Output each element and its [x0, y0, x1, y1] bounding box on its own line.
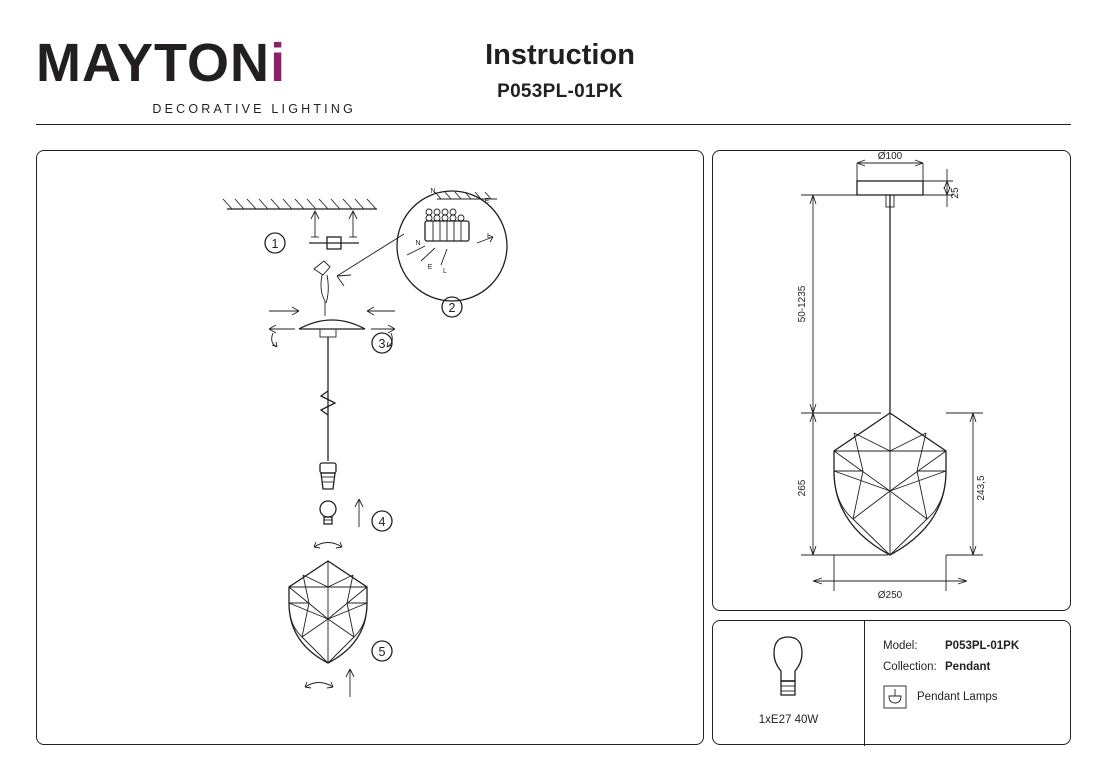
step-2-marker	[442, 297, 462, 317]
shade-rotate-arrows-top	[314, 542, 342, 548]
bulb-icon	[320, 499, 363, 527]
step-3-marker	[372, 333, 392, 353]
assembly-steps-panel	[36, 150, 704, 745]
pendant-lamp-icon	[883, 685, 907, 709]
fixture-wiring	[314, 261, 330, 316]
step-5-marker	[372, 641, 392, 661]
shade-technical-drawing	[834, 413, 946, 555]
ceiling-symbol	[223, 199, 377, 209]
dim-cord-range	[797, 195, 883, 413]
canopy-assembly	[269, 307, 395, 461]
dim-canopy-height-label: 25	[950, 187, 961, 199]
dim-shade-height-label: 265	[797, 479, 808, 497]
brand-tagline: DECORATIVE LIGHTING	[152, 102, 356, 116]
technical-drawing-panel	[712, 150, 1071, 611]
info-divider	[864, 621, 865, 746]
info-key-collection: Collection:	[883, 661, 937, 673]
dim-shade-diameter	[813, 555, 967, 601]
step-1-marker	[265, 233, 285, 253]
mounting-bracket	[309, 211, 359, 249]
lamp-holder	[320, 463, 336, 489]
brand-wordmark	[36, 33, 356, 93]
step-5-number: 5	[378, 645, 386, 659]
model-code: P053PL-01PK	[497, 80, 623, 102]
dim-total-drop-label: 243,5	[976, 475, 987, 501]
dim-canopy-height	[923, 169, 961, 207]
terminal-label-L-bottom: L	[443, 268, 447, 275]
shade-diagram	[289, 561, 367, 663]
step-4-number: 4	[378, 515, 386, 529]
terminal-label-E-top: E	[484, 198, 490, 205]
product-info-panel	[712, 620, 1071, 745]
dim-canopy-diameter	[857, 151, 923, 181]
brand-wordmark-main: MAYTON	[36, 33, 271, 93]
step-1-number: 1	[271, 237, 279, 251]
dim-total-drop	[946, 413, 987, 555]
assembly-diagram	[37, 151, 703, 744]
detail-leader-line	[337, 234, 404, 286]
dim-cord-range-label: 50-1235	[797, 285, 808, 323]
info-value-collection: Pendant	[945, 661, 991, 673]
terminal-block-detail	[397, 188, 507, 301]
info-row-collection	[883, 661, 1063, 673]
terminal-label-E-bottom: E	[427, 264, 433, 271]
dim-shade-height	[797, 413, 888, 555]
technical-drawing	[713, 151, 1070, 610]
category-label: Pendant Lamps	[917, 691, 998, 703]
terminal-label-N-top: N	[430, 188, 436, 195]
category-block	[883, 685, 1063, 709]
bulb-large-icon	[713, 621, 864, 714]
document-title-block	[380, 40, 740, 103]
dim-canopy-diameter-label: Ø100	[877, 151, 903, 162]
page-title: Instruction	[485, 39, 635, 71]
bulb-spec-label: 1xE27 40W	[758, 714, 819, 726]
terminal-label-L-top: L	[487, 233, 491, 240]
bulb-spec-block	[713, 621, 864, 746]
step-3-number: 3	[378, 337, 386, 351]
brand-wordmark-accent: i	[270, 33, 287, 93]
info-rows	[883, 640, 1063, 709]
info-row-model	[883, 640, 1063, 652]
dim-shade-diameter-label: Ø250	[877, 590, 903, 601]
step-4-marker	[372, 511, 392, 531]
canopy-drawing	[857, 181, 923, 207]
info-value-model: P053PL-01PK	[945, 640, 1020, 652]
shade-rotate-arrows-bottom	[305, 669, 354, 697]
brand-logo	[36, 33, 356, 116]
header-divider	[36, 124, 1071, 125]
terminal-label-N-bottom: N	[415, 240, 421, 247]
info-key-model: Model:	[883, 640, 918, 652]
step-2-number: 2	[448, 301, 456, 315]
